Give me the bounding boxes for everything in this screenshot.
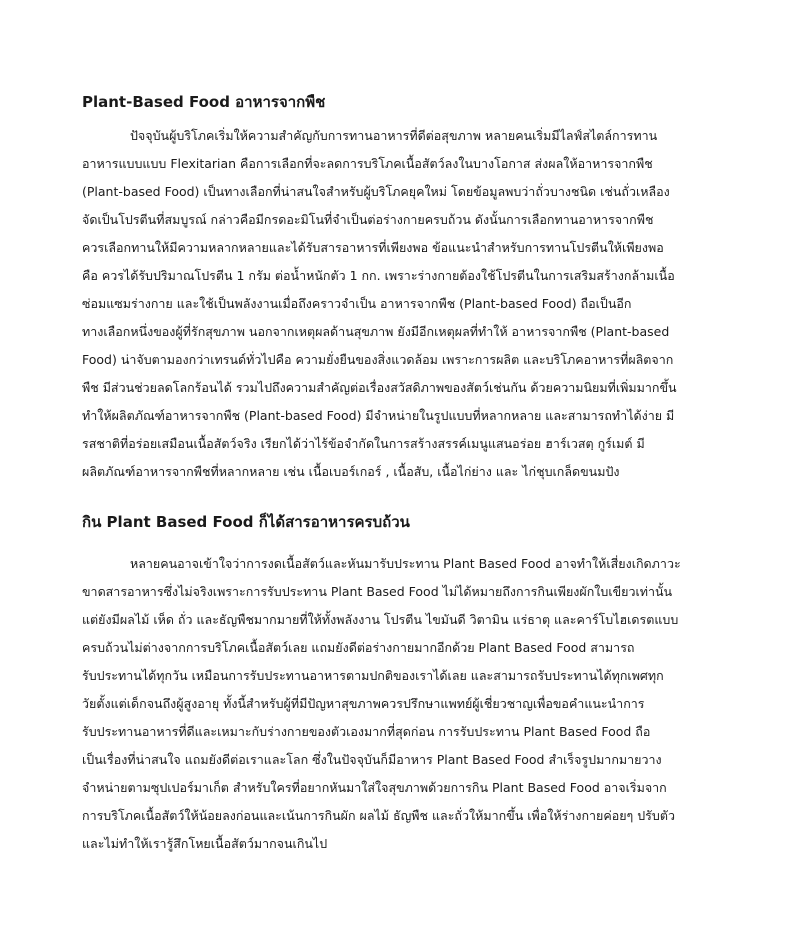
- paragraph-line: พืช มีส่วนช่วยลดโลกร้อนได้ รวมไปถึงความสำคัญต่อเรื่องสวัสดิภาพของสัตว์เช่นกัน ด้วยความนิยมที่เพิ่มมากขึ้น: [82, 380, 677, 395]
- paragraph-line: ครบถ้วนไม่ต่างจากการบริโภคเนื้อสัตว์เลย แถมยังดีต่อร่างกายมากอีกด้วย Plant Based Food สามารถ: [82, 640, 635, 655]
- paragraph-line: คือ ควรได้รับปริมาณโปรตีน 1 กรัม ต่อน้ำหนักตัว 1 กก. เพราะร่างกายต้องใช้โปรตีนในการเสริมสร้างกล้ามเนื้อ: [82, 268, 675, 283]
- paragraph-line: ผลิตภัณฑ์อาหารจากพืชที่หลากหลาย เช่น เนื้อเบอร์เกอร์ , เนื้อสับ, เนื้อไก่ย่าง และ ไก่ชุบเกล็ดขนมปัง: [82, 464, 620, 479]
- paragraph-line: จำหน่ายตามซุปเปอร์มาเก็ต สำหรับใครที่อยากหันมาใส่ใจสุขภาพด้วยการกิน Plant Based Food อาจเริ่มจาก: [82, 780, 667, 795]
- section-heading-nutrition: กิน Plant Based Food ก็ได้สารอาหารครบถ้วน: [82, 513, 410, 531]
- paragraph-line: และไม่ทำให้เรารู้สึกโหยเนื้อสัตว์มากจนเกินไป: [82, 836, 328, 851]
- section-heading-plant-based-food: Plant-Based Food อาหารจากพืช: [82, 93, 326, 111]
- paragraph-line: ซ่อมแซมร่างกาย และใช้เป็นพลังงานเมื่อถึงคราวจำเป็น อาหารจากพืช (Plant-based Food) ถือเป็นอีก: [82, 296, 632, 311]
- paragraph-line: รับประทานอาหารที่ดีและเหมาะกับร่างกายของตัวเองมากที่สุดก่อน การรับประทาน Plant Based Food ถือ: [82, 724, 651, 739]
- paragraph-line: ทางเลือกหนึ่งของผู้ที่รักสุขภาพ นอกจากเหตุผลด้านสุขภาพ ยังมีอีกเหตุผลที่ทำให้ อาหารจากพืช (Plant-based: [82, 324, 670, 339]
- paragraph-line: ปัจจุบันผู้บริโภคเริ่มให้ความสำคัญกับการทานอาหารที่ดีต่อสุขภาพ หลายคนเริ่มมีไลฟ์สไตล์การทาน: [130, 128, 658, 143]
- paragraph-line: Food) น่าจับตามองกว่าเทรนด์ทั่วไปคือ ความยั่งยืนของสิ่งแวดล้อม เพราะการผลิต และบริโภคอาหารที่ผลิตจาก: [82, 352, 674, 367]
- paragraph-line: ทำให้ผลิตภัณฑ์อาหารจากพืช (Plant-based Food) มีจำหน่ายในรูปแบบที่หลากหลาย และสามารถทำได้ง่าย มี: [82, 408, 675, 423]
- paragraph-line: รับประทานได้ทุกวัน เหมือนการรับประทานอาหารตามปกติของเราได้เลย และสามารถรับประทานได้ทุกเพศทุก: [82, 668, 664, 683]
- paragraph-line: อาหารแบบแบบ Flexitarian คือการเลือกที่จะลดการบริโภคเนื้อสัตว์ลงในบางโอกาส ส่งผลให้อาหารจากพืช: [82, 156, 653, 171]
- paragraph-line: จัดเป็นโปรตีนที่สมบูรณ์ กล่าวคือมีกรดอะมิโนที่จำเป็นต่อร่างกายครบถ้วน ดังนั้นการเลือกทานอาหารจากพืช: [82, 212, 654, 227]
- paragraph-line: ขาดสารอาหารซึ่งไม่จริงเพราะการรับประทาน Plant Based Food ไม่ได้หมายถึงการกินเพียงผักใบเขียวเท่านั้น: [82, 584, 673, 599]
- paragraph-line: หลายคนอาจเข้าใจว่าการงดเนื้อสัตว์และหันมารับประทาน Plant Based Food อาจทำให้เสี่ยงเกิดภาวะ: [130, 556, 681, 571]
- paragraph-line: ควรเลือกทานให้มีความหลากหลายและได้รับสารอาหารที่เพียงพอ ข้อแนะนำสำหรับการทานโปรตีนให้เพียงพอ: [82, 240, 664, 255]
- paragraph-nutrition: [82, 550, 712, 858]
- paragraph-line: รสชาติที่อร่อยเสมือนเนื้อสัตว์จริง เรียกได้ว่าไร้ข้อจำกัดในการสร้างสรรค์เมนูแสนอร่อย ฮาร์เวสตฺ กูร์เมต์ มี: [82, 436, 645, 451]
- paragraph-line: การบริโภคเนื้อสัตว์ให้น้อยลงก่อนและเน้นการกินผัก ผลไม้ ธัญพืช และถั่วให้มากขึ้น เพื่อให้ร่างกายค่อยๆ ปรับตัว: [82, 808, 675, 823]
- paragraph-line: แต่ยังมีผลไม้ เห็ด ถั่ว และธัญพืชมากมายที่ให้ทั้งพลังงาน โปรตีน ไขมันดี วิตามิน แร่ธาตุ และคาร์โบไฮเดรตแบบ: [82, 612, 679, 627]
- paragraph-line: เป็นเรื่องที่น่าสนใจ แถมยังดีต่อเราและโลก ซึ่งในปัจจุบันก็มีอาหาร Plant Based Food สำเร็จรูปมากมายวาง: [82, 752, 662, 767]
- paragraph-plant-based-food: [82, 122, 712, 486]
- paragraph-line: วัยตั้งแต่เด็กจนถึงผู้สูงอายุ ทั้งนี้สำหรับผู้ที่มีปัญหาสุขภาพควรปรึกษาแพทย์ผู้เชี่ยวชาญเพื่อขอคำแนะนำการ: [82, 696, 645, 711]
- paragraph-line: (Plant-based Food) เป็นทางเลือกที่น่าสนใจสำหรับผู้บริโภคยุคใหม่ โดยข้อมูลพบว่าถั่วบางชนิด เช่นถั่วเหลือง: [82, 184, 670, 199]
